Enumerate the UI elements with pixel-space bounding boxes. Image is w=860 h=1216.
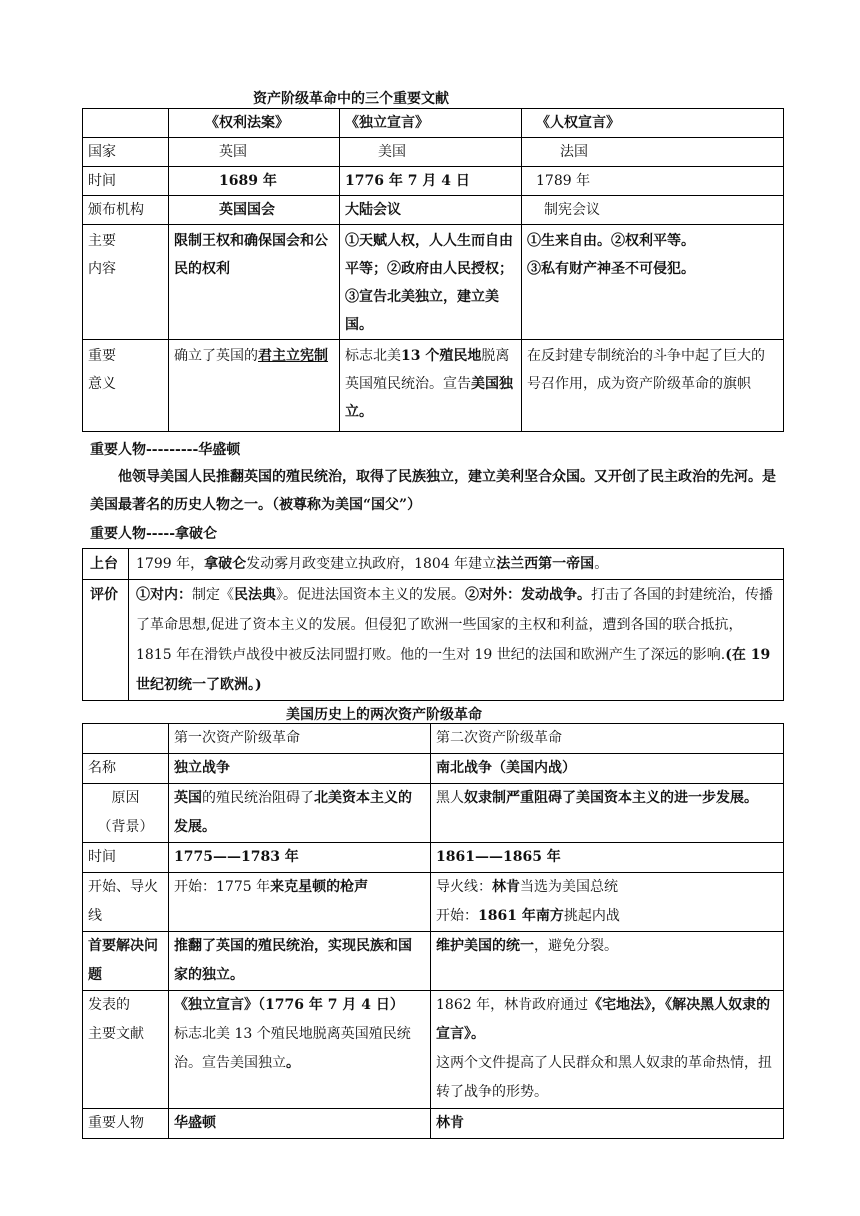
napoleon-rise-text bbox=[129, 549, 784, 580]
content-bill: 限制王权和确保国会和公民的权利 bbox=[169, 225, 340, 340]
row-label-time: 时间 bbox=[83, 167, 169, 196]
washington-paragraph: 他领导美国人民推翻英国的殖民统治，取得了民族独立，建立美利坚合众国。又开创了民主政治的先河。是美国最著名的历史人物之一。（被尊称为美国“国父”） bbox=[90, 469, 776, 513]
text-run: 导火线： bbox=[436, 879, 492, 895]
documents-first bbox=[169, 991, 431, 1109]
header-declaration-independence: 《独立宣言》 bbox=[340, 109, 522, 138]
text-run: 《宅地法》，《解决黑人奴隶的宣言》。 bbox=[436, 997, 771, 1042]
header-second-revolution: 第二次资产阶级革命 bbox=[431, 724, 784, 754]
text-run: 13 个殖民地 bbox=[401, 348, 482, 364]
text-run: 法兰西第一帝国 bbox=[496, 556, 595, 572]
american-revolutions-table bbox=[82, 723, 784, 1139]
text-run: 黑人 bbox=[436, 790, 464, 806]
header-declaration-rights-of-man: 《人权宣言》 bbox=[522, 109, 784, 138]
label-line: 主要文献 bbox=[88, 1026, 144, 1042]
corner-cell bbox=[83, 109, 169, 138]
people-second: 林肯 bbox=[431, 1109, 784, 1139]
documents-second bbox=[431, 991, 784, 1109]
document-title-line bbox=[436, 991, 778, 1049]
trigger-line bbox=[436, 873, 778, 902]
text-run: 的殖民统治阻碍了 bbox=[202, 790, 314, 806]
text-run: 当选为美国总统 bbox=[520, 879, 618, 895]
napoleon-label-rise: 上台 bbox=[83, 549, 129, 580]
row-label-primary-task: 首要解决问题 bbox=[83, 932, 169, 991]
label-line: 主要 bbox=[88, 233, 116, 249]
label-line: 意义 bbox=[88, 376, 116, 392]
content-rights-of-man bbox=[522, 225, 784, 340]
start-second bbox=[431, 873, 784, 932]
country-independence: 美国 bbox=[340, 138, 522, 167]
text-run: 脱离英国殖民统治。宣告 bbox=[345, 348, 510, 392]
country-rights-of-man: 法国 bbox=[522, 138, 784, 167]
content-line: ③私有财产神圣不可侵犯。 bbox=[527, 261, 695, 277]
issuer-independence: 大陆会议 bbox=[340, 196, 522, 225]
text-run: 》。促进法国资本主义的发展。 bbox=[276, 587, 465, 603]
significance-independence bbox=[340, 340, 522, 432]
text-run: 1861 年 bbox=[478, 908, 536, 924]
issuer-bill: 英国国会 bbox=[169, 196, 340, 225]
row-label-people: 重要人物 bbox=[83, 1109, 169, 1139]
country-bill: 英国 bbox=[169, 138, 340, 167]
table3-title: 美国历史上的两次资产阶级革命 bbox=[286, 707, 482, 723]
text-run: 开始： bbox=[436, 908, 478, 924]
text-run: 英国 bbox=[174, 790, 202, 806]
table1-title: 资产阶级革命中的三个重要文献 bbox=[253, 91, 449, 107]
text-run: ①对内： bbox=[136, 587, 192, 603]
row-label-name: 名称 bbox=[83, 754, 169, 784]
document-desc: 这两个文件提高了人民群众和黑人奴隶的革命热情，扭转了战争的形势。 bbox=[436, 1055, 772, 1100]
label-line: 发表的 bbox=[88, 997, 130, 1013]
text-run: 北美资本主义的发展。 bbox=[174, 790, 412, 835]
row-label-documents bbox=[83, 991, 169, 1109]
time-rights-of-man: 1789 年 bbox=[522, 167, 784, 196]
task-second bbox=[431, 932, 784, 991]
row-label-significance bbox=[83, 340, 169, 432]
cause-second bbox=[431, 784, 784, 843]
row-label-start: 开始、导火线 bbox=[83, 873, 169, 932]
text-run: (在 19 世纪初统一了欧洲。) bbox=[136, 647, 771, 693]
text-run: 奴隶制严重阻碍了美国资本主义的进一步发展。 bbox=[464, 790, 758, 806]
row-label-content bbox=[83, 225, 169, 340]
significance-rights-of-man: 在反封建专制统治的斗争中起了巨大的号召作用，成为资产阶级革命的旗帜 bbox=[522, 340, 784, 432]
text-run: 开始：1775 年 bbox=[174, 879, 271, 895]
time-bill: 1689 年 bbox=[169, 167, 340, 196]
document-desc bbox=[174, 1020, 425, 1078]
text-run: 南方 bbox=[535, 908, 564, 924]
label-line: 原因 bbox=[111, 790, 140, 806]
section-napoleon-heading: 重要人物-----拿破仑 bbox=[90, 526, 218, 542]
row-label-country: 国家 bbox=[83, 138, 169, 167]
issuer-rights-of-man: 制宪会议 bbox=[522, 196, 784, 225]
row-label-cause bbox=[83, 784, 169, 843]
text-run: ②对外：发动战争。 bbox=[465, 587, 591, 603]
label-line: 内容 bbox=[88, 261, 116, 277]
start-first bbox=[169, 873, 431, 932]
text-run: 1862 年，林肯政府通过 bbox=[436, 997, 589, 1013]
text-run: 挑起内战 bbox=[563, 908, 620, 924]
time-first: 1775——1783 年 bbox=[169, 843, 431, 873]
text-run: 标志北美 13 个殖民地脱离英国殖民统治。宣告美国独立 bbox=[174, 1026, 411, 1071]
napoleon-evaluation-text bbox=[129, 580, 784, 701]
content-independence: ①天赋人权，人人生而自由平等；②政府由人民授权；③宣告北美独立，建立美国。 bbox=[340, 225, 522, 340]
row-label-issuer: 颁布机构 bbox=[83, 196, 169, 225]
text-run: 民法典 bbox=[234, 587, 276, 603]
text-run: 美国独立。 bbox=[345, 376, 513, 420]
row-label-time: 时间 bbox=[83, 843, 169, 873]
constitutional-monarchy-text: 君主立宪制 bbox=[258, 348, 328, 364]
documents-table bbox=[82, 108, 784, 432]
text-run: 林肯 bbox=[492, 879, 520, 895]
label-line: （背景） bbox=[97, 819, 154, 835]
cause-first bbox=[169, 784, 431, 843]
text-run: 拿破仑 bbox=[204, 556, 247, 572]
name-first: 独立战争 bbox=[169, 754, 431, 784]
significance-bill bbox=[169, 340, 340, 432]
start-line bbox=[436, 902, 778, 931]
task-first: 推翻了英国的殖民统治，实现民族和国家的独立。 bbox=[169, 932, 431, 991]
people-first: 华盛顿 bbox=[169, 1109, 431, 1139]
time-independence: 1776 年 7 月 4 日 bbox=[340, 167, 522, 196]
text-run: ，避免分裂。 bbox=[534, 938, 618, 954]
text-run: 。 bbox=[286, 1055, 300, 1071]
text-run: 维护美国的统一 bbox=[436, 938, 534, 954]
text-run: 制定《 bbox=[192, 587, 234, 603]
napoleon-table bbox=[82, 548, 784, 701]
header-first-revolution: 第一次资产阶级革命 bbox=[169, 724, 431, 754]
text-run: 1799 年， bbox=[136, 556, 205, 572]
corner-cell bbox=[83, 724, 169, 754]
content-line: ①生来自由。②权利平等。 bbox=[527, 233, 695, 249]
text-run: 发动雾月政变建立执政府，1804 年建立 bbox=[246, 556, 497, 572]
text-run: 标志北美 bbox=[345, 348, 401, 364]
label-line: 重要 bbox=[88, 348, 116, 364]
name-second: 南北战争（美国内战） bbox=[431, 754, 784, 784]
header-bill-of-rights: 《权利法案》 bbox=[169, 109, 340, 138]
section-washington-heading: 重要人物---------华盛顿 bbox=[90, 442, 241, 458]
document-title-line: 《独立宣言》（1776 年 7 月 4 日） bbox=[174, 997, 404, 1013]
text-run: 确立了英国的 bbox=[174, 348, 258, 364]
text-run: 。 bbox=[594, 556, 609, 572]
text-run: 来克星顿的枪声 bbox=[270, 879, 369, 895]
napoleon-label-evaluation: 评价 bbox=[83, 580, 129, 701]
text-run: 打击了各国的封建统治，传播了革命思想,促进了资本主义的发展。但侵犯了欧洲一些国家的主权和利益，遭到各国的联合抵抗，1815 年在滑铁卢战役中被反法同盟打败。他的一生对 19 世纪的法国和欧洲产生了深远的影响. bbox=[136, 587, 773, 663]
time-second: 1861——1865 年 bbox=[431, 843, 784, 873]
